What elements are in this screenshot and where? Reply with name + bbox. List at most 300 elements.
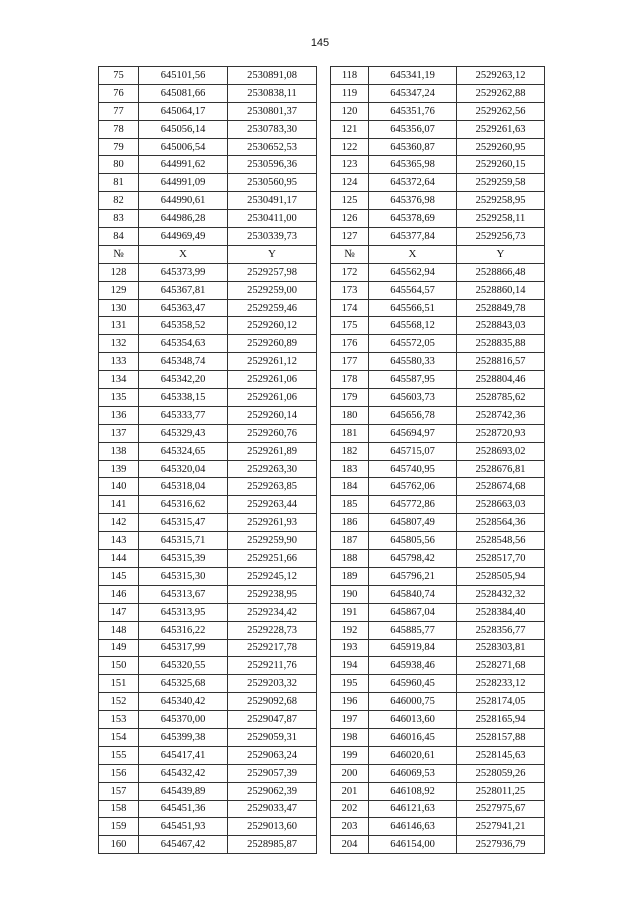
header-num: № (331, 245, 369, 263)
cell-x: 645376,98 (369, 192, 457, 210)
cell-y: 2529057,39 (228, 764, 317, 782)
table-row (99, 764, 545, 782)
cell-x: 645372,64 (369, 174, 457, 192)
cell-x: 644986,28 (139, 210, 228, 228)
cell-x: 645451,93 (139, 818, 228, 836)
cell-y: 2529047,87 (228, 711, 317, 729)
cell-x: 645740,95 (369, 460, 457, 478)
cell-y: 2529062,39 (228, 782, 317, 800)
cell-num: 79 (99, 138, 139, 156)
cell-y: 2529261,06 (228, 389, 317, 407)
column-gap (317, 228, 331, 246)
cell-y: 2529092,68 (228, 693, 317, 711)
cell-num: 203 (331, 818, 369, 836)
table-row (99, 836, 545, 854)
cell-y: 2529259,46 (228, 299, 317, 317)
cell-x: 645580,33 (369, 353, 457, 371)
cell-x: 645324,65 (139, 442, 228, 460)
cell-x: 646016,45 (369, 728, 457, 746)
cell-x: 645807,49 (369, 514, 457, 532)
cell-y: 2529238,95 (228, 585, 317, 603)
cell-num: 190 (331, 585, 369, 603)
cell-num: 123 (331, 156, 369, 174)
table-row (99, 84, 545, 102)
cell-y: 2528303,81 (457, 639, 545, 657)
cell-x: 645715,07 (369, 442, 457, 460)
column-gap (317, 120, 331, 138)
cell-x: 645056,14 (139, 120, 228, 138)
table-row (99, 657, 545, 675)
cell-y: 2530652,53 (228, 138, 317, 156)
cell-num: 132 (99, 335, 139, 353)
table-row (99, 728, 545, 746)
cell-y: 2528432,32 (457, 585, 545, 603)
cell-num: 185 (331, 496, 369, 514)
cell-y: 2528835,88 (457, 335, 545, 353)
cell-y: 2529245,12 (228, 567, 317, 585)
table-row (99, 120, 545, 138)
cell-num: 77 (99, 102, 139, 120)
cell-y: 2529256,73 (457, 228, 545, 246)
cell-x: 645316,22 (139, 621, 228, 639)
table-row (99, 603, 545, 621)
cell-num: 173 (331, 281, 369, 299)
cell-num: 130 (99, 299, 139, 317)
column-gap (317, 746, 331, 764)
cell-x: 645938,46 (369, 657, 457, 675)
cell-num: 191 (331, 603, 369, 621)
cell-num: 202 (331, 800, 369, 818)
table-row (99, 67, 545, 85)
cell-num: 197 (331, 711, 369, 729)
cell-x: 645960,45 (369, 675, 457, 693)
cell-x: 645329,43 (139, 424, 228, 442)
cell-num: 195 (331, 675, 369, 693)
cell-num: 140 (99, 478, 139, 496)
cell-x: 645417,41 (139, 746, 228, 764)
cell-num: 154 (99, 728, 139, 746)
header-num: № (99, 245, 139, 263)
cell-y: 2530339,73 (228, 228, 317, 246)
cell-x: 645373,99 (139, 263, 228, 281)
table-row (99, 102, 545, 120)
cell-y: 2530596,36 (228, 156, 317, 174)
column-gap (317, 335, 331, 353)
cell-x: 645656,78 (369, 406, 457, 424)
column-gap (317, 800, 331, 818)
cell-y: 2528742,36 (457, 406, 545, 424)
cell-num: 149 (99, 639, 139, 657)
cell-x: 645338,15 (139, 389, 228, 407)
cell-y: 2527941,21 (457, 818, 545, 836)
cell-num: 122 (331, 138, 369, 156)
cell-y: 2529260,12 (228, 317, 317, 335)
cell-y: 2528674,68 (457, 478, 545, 496)
cell-num: 75 (99, 67, 139, 85)
cell-num: 148 (99, 621, 139, 639)
cell-x: 645587,95 (369, 371, 457, 389)
cell-num: 82 (99, 192, 139, 210)
column-gap (317, 299, 331, 317)
cell-y: 2528384,40 (457, 603, 545, 621)
cell-y: 2529063,24 (228, 746, 317, 764)
cell-y: 2530801,37 (228, 102, 317, 120)
cell-x: 646069,53 (369, 764, 457, 782)
cell-x: 645006,54 (139, 138, 228, 156)
column-gap (317, 174, 331, 192)
column-gap (317, 764, 331, 782)
cell-num: 178 (331, 371, 369, 389)
cell-x: 645081,66 (139, 84, 228, 102)
cell-y: 2530891,08 (228, 67, 317, 85)
cell-x: 644990,61 (139, 192, 228, 210)
cell-x: 645340,42 (139, 693, 228, 711)
cell-num: 179 (331, 389, 369, 407)
cell-x: 645432,42 (139, 764, 228, 782)
cell-y: 2529234,42 (228, 603, 317, 621)
column-gap (317, 210, 331, 228)
cell-num: 83 (99, 210, 139, 228)
cell-y: 2529059,31 (228, 728, 317, 746)
cell-x: 645568,12 (369, 317, 457, 335)
cell-num: 199 (331, 746, 369, 764)
column-gap (317, 442, 331, 460)
cell-num: 147 (99, 603, 139, 621)
cell-num: 176 (331, 335, 369, 353)
cell-x: 645333,77 (139, 406, 228, 424)
cell-x: 645796,21 (369, 567, 457, 585)
cell-y: 2529259,58 (457, 174, 545, 192)
column-gap (317, 836, 331, 854)
cell-x: 645320,55 (139, 657, 228, 675)
cell-y: 2528145,63 (457, 746, 545, 764)
cell-y: 2528849,78 (457, 299, 545, 317)
cell-x: 645358,52 (139, 317, 228, 335)
cell-y: 2529263,30 (228, 460, 317, 478)
table-row (99, 228, 545, 246)
table-row (99, 532, 545, 550)
coordinates-table (98, 66, 545, 854)
column-gap (317, 496, 331, 514)
cell-num: 125 (331, 192, 369, 210)
table-row (99, 567, 545, 585)
table-row (99, 210, 545, 228)
cell-x: 645885,77 (369, 621, 457, 639)
cell-y: 2530411,00 (228, 210, 317, 228)
cell-x: 645313,67 (139, 585, 228, 603)
cell-y: 2528505,94 (457, 567, 545, 585)
cell-y: 2529261,06 (228, 371, 317, 389)
table-row (99, 496, 545, 514)
cell-num: 84 (99, 228, 139, 246)
cell-y: 2530560,95 (228, 174, 317, 192)
cell-y: 2529260,76 (228, 424, 317, 442)
table-row (99, 800, 545, 818)
column-gap (317, 728, 331, 746)
cell-x: 645566,51 (369, 299, 457, 317)
column-gap (317, 156, 331, 174)
cell-num: 119 (331, 84, 369, 102)
cell-num: 151 (99, 675, 139, 693)
column-gap (317, 693, 331, 711)
cell-x: 645798,42 (369, 550, 457, 568)
column-gap (317, 657, 331, 675)
cell-num: 152 (99, 693, 139, 711)
cell-y: 2528157,88 (457, 728, 545, 746)
cell-num: 121 (331, 120, 369, 138)
cell-x: 645313,95 (139, 603, 228, 621)
cell-num: 120 (331, 102, 369, 120)
cell-y: 2528517,70 (457, 550, 545, 568)
cell-x: 645377,84 (369, 228, 457, 246)
cell-x: 645562,94 (369, 263, 457, 281)
cell-x: 645315,71 (139, 532, 228, 550)
cell-y: 2529262,88 (457, 84, 545, 102)
cell-y: 2530783,30 (228, 120, 317, 138)
column-gap (317, 317, 331, 335)
cell-y: 2528165,94 (457, 711, 545, 729)
cell-num: 175 (331, 317, 369, 335)
column-gap (317, 460, 331, 478)
cell-y: 2529261,93 (228, 514, 317, 532)
cell-x: 646121,63 (369, 800, 457, 818)
cell-y: 2528816,57 (457, 353, 545, 371)
cell-y: 2528676,81 (457, 460, 545, 478)
cell-num: 137 (99, 424, 139, 442)
column-gap (317, 371, 331, 389)
cell-x: 645451,36 (139, 800, 228, 818)
cell-num: 127 (331, 228, 369, 246)
cell-y: 2529263,44 (228, 496, 317, 514)
cell-x: 645356,07 (369, 120, 457, 138)
cell-x: 645360,87 (369, 138, 457, 156)
cell-y: 2529260,95 (457, 138, 545, 156)
cell-num: 145 (99, 567, 139, 585)
table-row (99, 442, 545, 460)
cell-x: 646013,60 (369, 711, 457, 729)
cell-y: 2529203,32 (228, 675, 317, 693)
header-y: Y (457, 245, 545, 263)
table-row (99, 281, 545, 299)
column-gap (317, 102, 331, 120)
cell-x: 646146,63 (369, 818, 457, 836)
column-gap (317, 550, 331, 568)
cell-num: 192 (331, 621, 369, 639)
cell-x: 645317,99 (139, 639, 228, 657)
cell-x: 645805,56 (369, 532, 457, 550)
cell-y: 2529262,56 (457, 102, 545, 120)
cell-num: 200 (331, 764, 369, 782)
cell-y: 2529259,00 (228, 281, 317, 299)
cell-num: 159 (99, 818, 139, 836)
table-row (99, 371, 545, 389)
table-row (99, 621, 545, 639)
cell-y: 2528663,03 (457, 496, 545, 514)
table-row (99, 156, 545, 174)
cell-num: 160 (99, 836, 139, 854)
cell-y: 2528720,93 (457, 424, 545, 442)
cell-x: 645342,20 (139, 371, 228, 389)
cell-num: 146 (99, 585, 139, 603)
column-gap (317, 782, 331, 800)
cell-num: 187 (331, 532, 369, 550)
column-gap (317, 67, 331, 85)
cell-y: 2529211,76 (228, 657, 317, 675)
cell-y: 2529261,12 (228, 353, 317, 371)
column-gap (317, 84, 331, 102)
cell-num: 157 (99, 782, 139, 800)
column-gap (317, 245, 331, 263)
cell-y: 2529260,14 (228, 406, 317, 424)
cell-y: 2529263,85 (228, 478, 317, 496)
cell-num: 194 (331, 657, 369, 675)
column-gap (317, 192, 331, 210)
cell-x: 645365,98 (369, 156, 457, 174)
cell-y: 2527975,67 (457, 800, 545, 818)
cell-y: 2528866,48 (457, 263, 545, 281)
cell-num: 201 (331, 782, 369, 800)
cell-num: 181 (331, 424, 369, 442)
cell-y: 2530838,11 (228, 84, 317, 102)
cell-num: 153 (99, 711, 139, 729)
cell-y: 2529013,60 (228, 818, 317, 836)
column-gap (317, 585, 331, 603)
cell-num: 174 (331, 299, 369, 317)
table-row (99, 335, 545, 353)
cell-num: 138 (99, 442, 139, 460)
cell-num: 78 (99, 120, 139, 138)
cell-x: 645603,73 (369, 389, 457, 407)
cell-y: 2529259,90 (228, 532, 317, 550)
cell-y: 2528174,05 (457, 693, 545, 711)
cell-y: 2529033,47 (228, 800, 317, 818)
cell-x: 645354,63 (139, 335, 228, 353)
cell-num: 183 (331, 460, 369, 478)
table-row (99, 782, 545, 800)
cell-x: 644991,62 (139, 156, 228, 174)
cell-x: 645367,81 (139, 281, 228, 299)
table-row (99, 550, 545, 568)
cell-x: 645467,42 (139, 836, 228, 854)
table-row (99, 317, 545, 335)
cell-y: 2530491,17 (228, 192, 317, 210)
cell-y: 2528564,36 (457, 514, 545, 532)
cell-num: 172 (331, 263, 369, 281)
column-gap (317, 389, 331, 407)
cell-x: 644991,09 (139, 174, 228, 192)
cell-num: 156 (99, 764, 139, 782)
cell-y: 2528011,25 (457, 782, 545, 800)
table-row (99, 711, 545, 729)
cell-num: 128 (99, 263, 139, 281)
cell-y: 2529258,95 (457, 192, 545, 210)
cell-x: 645315,39 (139, 550, 228, 568)
cell-y: 2529257,98 (228, 263, 317, 281)
cell-x: 645341,19 (369, 67, 457, 85)
cell-num: 144 (99, 550, 139, 568)
cell-num: 135 (99, 389, 139, 407)
column-gap (317, 675, 331, 693)
cell-num: 126 (331, 210, 369, 228)
cell-x: 645316,62 (139, 496, 228, 514)
cell-x: 646108,92 (369, 782, 457, 800)
cell-num: 188 (331, 550, 369, 568)
cell-num: 81 (99, 174, 139, 192)
cell-num: 150 (99, 657, 139, 675)
cell-num: 184 (331, 478, 369, 496)
column-gap (317, 281, 331, 299)
table-row (99, 693, 545, 711)
cell-y: 2528843,03 (457, 317, 545, 335)
column-gap (317, 353, 331, 371)
cell-num: 124 (331, 174, 369, 192)
cell-y: 2528985,87 (228, 836, 317, 854)
cell-y: 2529260,15 (457, 156, 545, 174)
cell-x: 646020,61 (369, 746, 457, 764)
header-x: X (369, 245, 457, 263)
column-gap (317, 478, 331, 496)
table-row (99, 353, 545, 371)
cell-num: 198 (331, 728, 369, 746)
cell-num: 131 (99, 317, 139, 335)
cell-num: 155 (99, 746, 139, 764)
cell-x: 645762,06 (369, 478, 457, 496)
cell-y: 2529260,89 (228, 335, 317, 353)
cell-x: 645347,24 (369, 84, 457, 102)
column-gap (317, 514, 331, 532)
header-y: Y (228, 245, 317, 263)
cell-y: 2529251,66 (228, 550, 317, 568)
cell-x: 645325,68 (139, 675, 228, 693)
cell-num: 136 (99, 406, 139, 424)
cell-num: 180 (331, 406, 369, 424)
cell-y: 2527936,79 (457, 836, 545, 854)
header-x: X (139, 245, 228, 263)
cell-y: 2529228,73 (228, 621, 317, 639)
cell-x: 645348,74 (139, 353, 228, 371)
cell-num: 193 (331, 639, 369, 657)
column-gap (317, 138, 331, 156)
table-row (99, 138, 545, 156)
table-row (99, 460, 545, 478)
cell-num: 143 (99, 532, 139, 550)
column-gap (317, 818, 331, 836)
column-gap (317, 532, 331, 550)
cell-y: 2528693,02 (457, 442, 545, 460)
cell-num: 182 (331, 442, 369, 460)
column-gap (317, 621, 331, 639)
table-row (99, 192, 545, 210)
table-row (99, 818, 545, 836)
cell-x: 645320,04 (139, 460, 228, 478)
cell-x: 646000,75 (369, 693, 457, 711)
cell-y: 2528860,14 (457, 281, 545, 299)
column-gap (317, 567, 331, 585)
table-row (99, 585, 545, 603)
cell-num: 177 (331, 353, 369, 371)
cell-x: 645363,47 (139, 299, 228, 317)
cell-num: 141 (99, 496, 139, 514)
cell-y: 2529261,63 (457, 120, 545, 138)
cell-x: 646154,00 (369, 836, 457, 854)
column-gap (317, 424, 331, 442)
column-gap (317, 711, 331, 729)
column-gap (317, 406, 331, 424)
cell-y: 2528356,77 (457, 621, 545, 639)
table-row (99, 174, 545, 192)
cell-x: 645564,57 (369, 281, 457, 299)
cell-num: 204 (331, 836, 369, 854)
